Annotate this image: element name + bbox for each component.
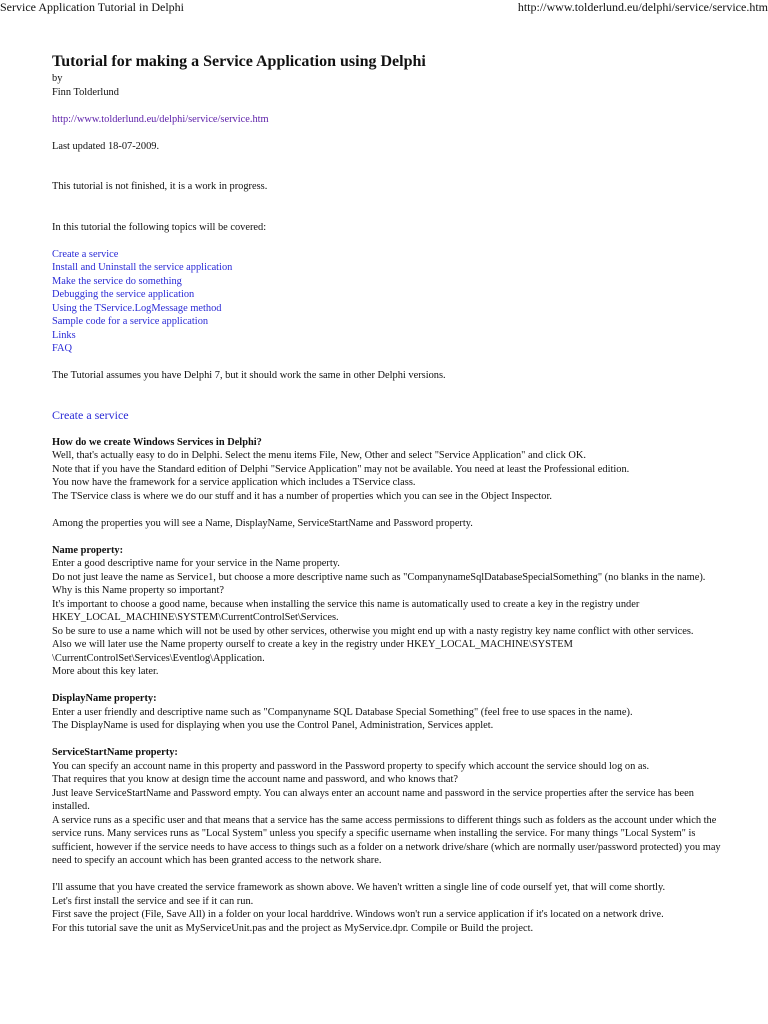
paragraph-line: The DisplayName is used for displaying when you use the Control Panel, Administration, Services applet.	[52, 720, 494, 731]
toc-link-debugging[interactable]: Debugging the service application	[52, 289, 195, 300]
paragraph-line: The TService class is where we do our stuff and it has a number of properties which you can see in the Object Inspector.	[52, 490, 552, 502]
toc-link-links[interactable]: Links	[52, 329, 76, 341]
paragraph-line: That requires that you know at design time the account name and password, and who knows that?	[52, 774, 458, 785]
paragraph-line: It's important to choose a good name, because when installing the service this name is automatically used to create a key in the registry under HKEY_LOCAL_MACHINE\SYSTEM\CurrentControlSet\Services.	[52, 598, 640, 623]
by-label: by	[52, 73, 63, 84]
servicestartname-property-heading: ServiceStartName property:	[52, 747, 178, 758]
paragraph-line: For this tutorial save the unit as MyServiceUnit.pas and the project as MyService.dpr. Compile or Build the project.	[52, 922, 534, 934]
paragraph-line: Enter a good descriptive name for your service in the Name property.	[52, 558, 340, 569]
paragraph-line: I'll assume that you have created the service framework as shown above. We haven't written a single line of code ourself yet, that will come shortly.	[52, 882, 666, 893]
page-header-url: http://www.tolderlund.eu/delphi/service/service.htm	[517, 0, 768, 14]
paragraph-line: Enter a user friendly and descriptive name such as "Companyname SQL Database Special Something" (feel free to use spaces in the name).	[52, 706, 633, 718]
paragraph-line: First save the project (File, Save All) in a folder on your local harddrive. Windows won't run a service application if it's located on a network drive.	[52, 909, 664, 920]
last-updated: Last updated 18-07-2009.	[52, 140, 160, 152]
section-heading-create-service[interactable]: Create a service	[52, 407, 129, 422]
site-url-link[interactable]: http://www.tolderlund.eu/delphi/service/service.htm	[52, 113, 269, 125]
delphi-version-note: The Tutorial assumes you have Delphi 7, but it should work the same in other Delphi versions.	[52, 370, 446, 381]
toc-link-install-uninstall[interactable]: Install and Uninstall the service application	[52, 262, 233, 273]
paragraph-line: Do not just leave the name as Service1, but choose a more descriptive name such as "CompanynameSqlDatabaseSpecialSomething" (no blanks in the name).	[52, 571, 706, 583]
paragraph-line: You can specify an account name in this property and password in the Password property to specify which account the service should log on as.	[52, 760, 650, 772]
paragraph-line: Just leave ServiceStartName and Password empty. You can always enter an account name and password in the service properties after the service has been installed.	[52, 787, 694, 812]
toc-link-faq[interactable]: FAQ	[52, 343, 73, 354]
toc-link-make-service-do[interactable]: Make the service do something	[52, 275, 182, 287]
paragraph-line: So be sure to use a name which will not be used by other services, otherwise you might end up with a nasty registry key name conflict with other services.	[52, 625, 694, 637]
paragraph-line: Note that if you have the Standard edition of Delphi "Service Application" may not be available. You need at least the Professional edition.	[52, 463, 630, 475]
paragraph-line: A service runs as a specific user and that means that a service has the same access permissions to different things such as folders as the account under which the service runs. Many services runs as "Local System" unless you specify a specific username when installing the service. For many things "Local System" is sufficient, however if the service needs to have access to things such as a folder on a network drive/share (which are normally user/password protected) you may need to specify an account which has been granted access to the network share.	[52, 814, 721, 866]
page-title: Tutorial for making a Service Application using Delphi	[52, 53, 426, 70]
paragraph-line: You now have the framework for a service application which includes a TService class.	[52, 477, 416, 488]
paragraph-line: Why is this Name property so important?	[52, 585, 224, 596]
toc-link-logmessage[interactable]: Using the TService.LogMessage method	[52, 302, 222, 314]
paragraph-line: Well, that's actually easy to do in Delphi. Select the menu items File, New, Other and select "Service Application" and click OK.	[52, 450, 587, 461]
paragraph-line: Also we will later use the Name property ourself to create a key in the registry under HKEY_LOCAL_MACHINE\SYSTEM \CurrentControlSet\Services\Eventlog\Application.	[52, 639, 573, 664]
toc-link-sample-code[interactable]: Sample code for a service application	[52, 316, 209, 327]
author-name: Finn Tolderlund	[52, 86, 119, 98]
how-heading: How do we create Windows Services in Delphi?	[52, 436, 262, 448]
topics-intro: In this tutorial the following topics will be covered:	[52, 221, 267, 233]
displayname-property-heading: DisplayName property:	[52, 693, 157, 704]
paragraph-line: Let's first install the service and see if it can run.	[52, 895, 254, 907]
name-property-heading: Name property:	[52, 544, 124, 556]
toc-link-create-service[interactable]: Create a service	[52, 248, 119, 260]
document-body	[52, 52, 722, 935]
work-in-progress-note: This tutorial is not finished, it is a work in progress.	[52, 181, 268, 192]
paragraph-line: More about this key later.	[52, 666, 159, 677]
page-header-title: Service Application Tutorial in Delphi	[0, 0, 184, 14]
table-of-contents	[52, 248, 722, 356]
properties-overview: Among the properties you will see a Name, DisplayName, ServiceStartName and Password property.	[52, 517, 473, 529]
